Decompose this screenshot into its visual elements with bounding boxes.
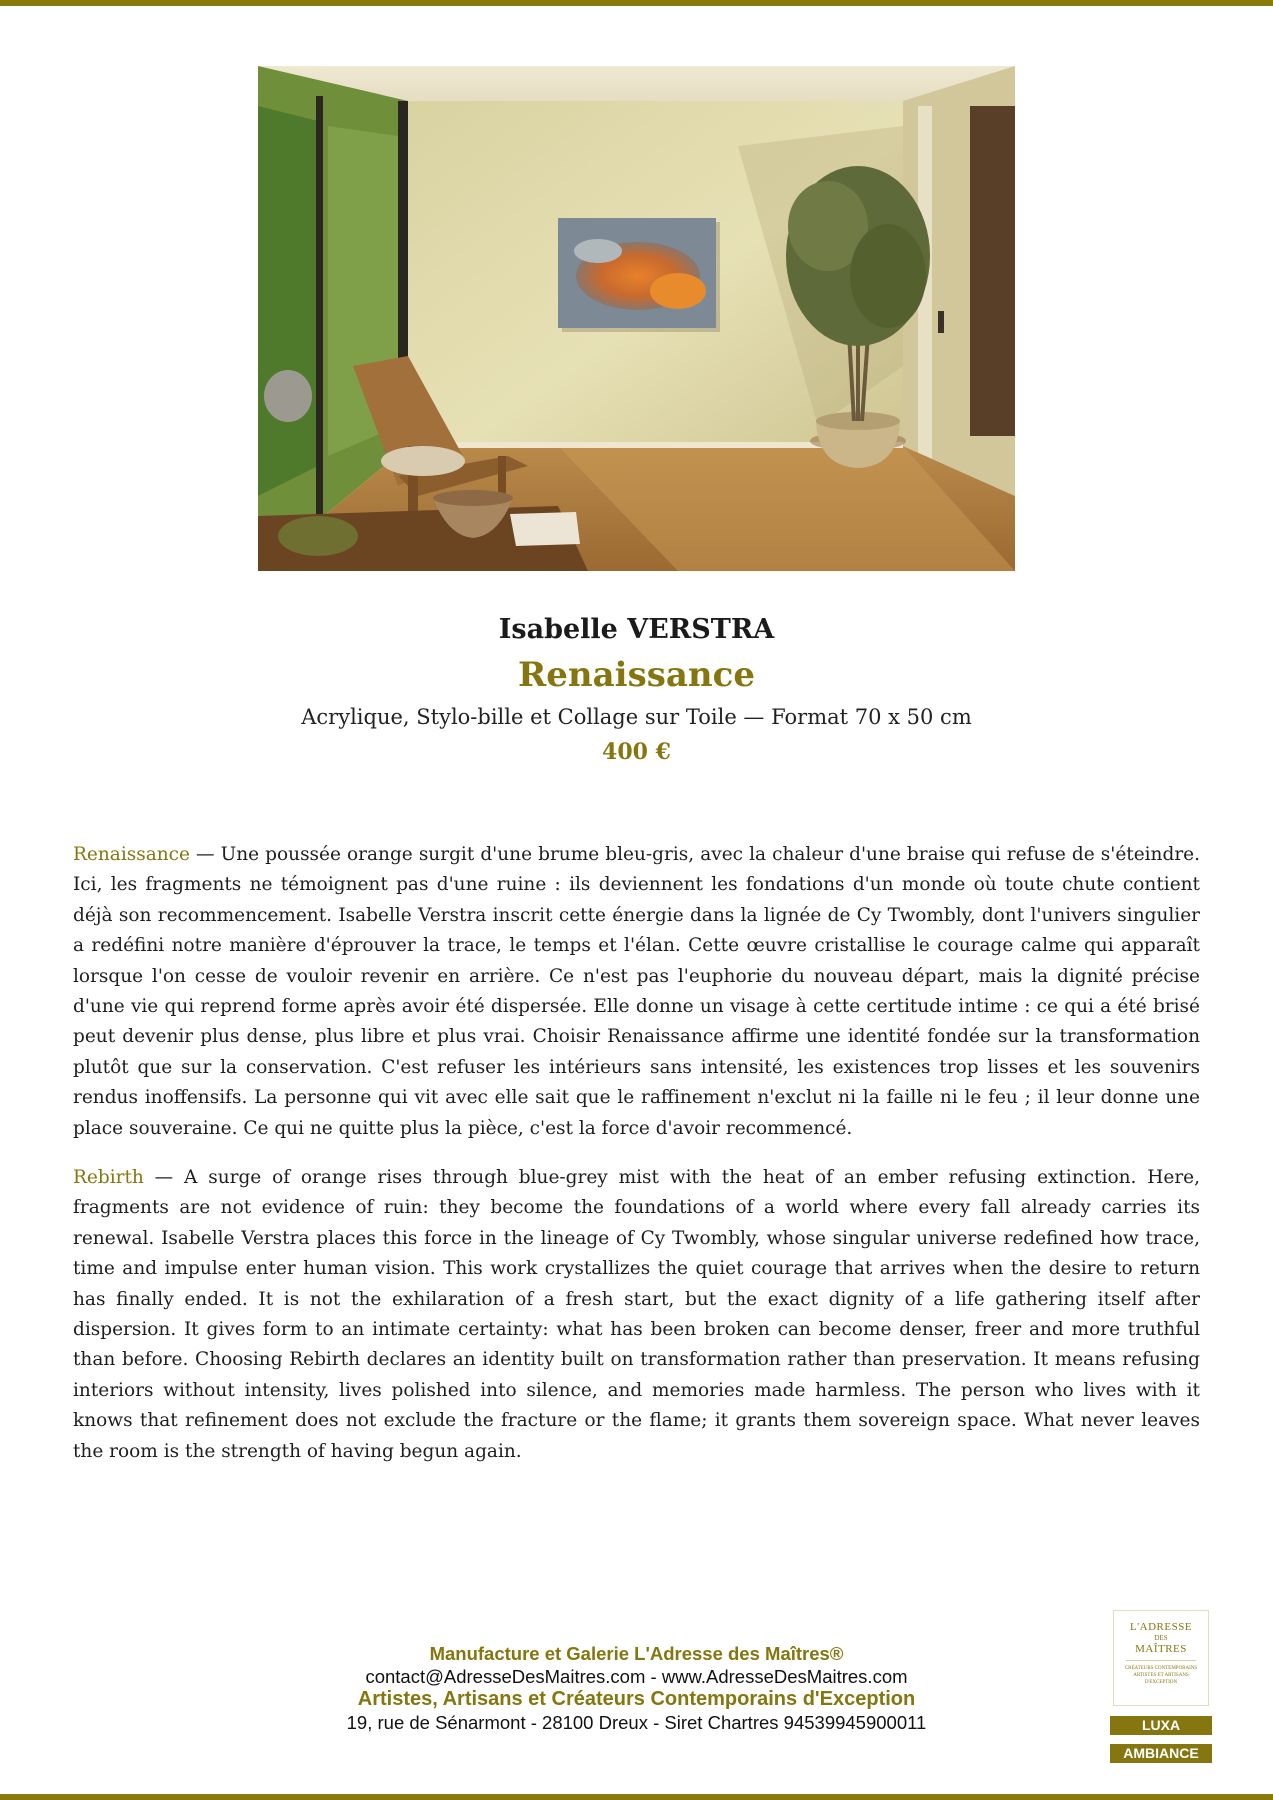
bottom-rule-bar [0,1794,1273,1800]
description-french-text: — Une poussée orange surgit d'une brume bleu-gris, avec la chaleur d'une braise qui refuse de s'éteindre. Ici, les fragments ne témoignent pas d'une ruine : ils deviennent les fondations d'un monde où toute chute contient déjà son recommencement. Isabelle Verstra inscrit cette énergie dans la lignée de Cy Twombly, dont l'univers singulier a redéfini notre manière d'éprouver la trace, le temps et l'élan. Cette œuvre cristallise le courage calme qui apparaît lorsque l'on cesse de vouloir revenir en arrière. Ce n'est pas l'euphorie du nouveau départ, mais la dignité précise d'une vie qui reprend forme après avoir été dispersée. Elle donne un visage à cette certitude intime : ce qui a été brisé peut devenir plus dense, plus libre et plus vrai. Choisir Renaissance affirme une identité fondée sur la transformation plutôt que sur la conservation. C'est refuser les intérieurs sans intensité, les existences trop lisses et les souvenirs rendus inoffensifs. La personne qui vit avec elle sait que le raffinement n'exclut ni la faille ni le feu ; il leur donne une place souveraine. Ce qui ne quitte plus la pièce, c'est la force d'avoir recommencé. [73,844,1200,1139]
description-english [73,1163,1200,1467]
artist-name: Isabelle VERSTRA [498,614,775,645]
gallery-logo [1113,1610,1209,1706]
logo-line-2: DES [1154,1634,1168,1642]
footer [0,1642,1273,1734]
description-french [73,840,1200,1144]
logo-line-3: MAÎTRES [1135,1643,1187,1655]
logo-divider [1126,1660,1196,1661]
artwork-medium-format: Acrylique, Stylo-bille et Collage sur Toile — Format 70 x 50 cm [301,705,972,729]
logo-line-1: L'ADRESSE [1129,1621,1193,1633]
description-english-text: — A surge of orange rises through blue-grey mist with the heat of an ember refusing extinction. Here, fragments are not evidence of ruin: they become the foundations of a world where every fall already carries its renewal. Isabelle Verstra places this force in the lineage of Cy Twombly, whose singular universe redefined how trace, time and impulse enter human vision. This work crystallizes the quiet courage that arrives when the desire to return has finally ended. It is not the exhilaration of a fresh start, but the exact dignity of a life gathering itself after dispersion. It gives form to an intimate certainty: what has been broken can become denser, freer and more truthful than before. Choosing Rebirth declares an identity built on transformation rather than preservation. It means refusing interiors without intensity, lives polished into silence, and memories made harmless. The person who lives with it knows that refinement does not exclude the fracture or the flame; it grants them sovereign space. What never leaves the room is the strength of having begun again. [73,1167,1200,1462]
description-french-lead: Renaissance [73,844,190,865]
footer-contact: contact@AdresseDesMaitres.com - www.AdresseDesMaitres.com [365,1666,908,1687]
artwork-room-photo [258,66,1015,571]
badge-ambiance: AMBIANCE [1110,1744,1212,1763]
top-rule-bar [0,0,1273,6]
badge-luxa: LUXA [1110,1716,1212,1735]
description-english-lead: Rebirth [73,1167,144,1188]
logo-subtitle: CRÉATEURS CONTEMPORAINS ARTISTES ET ARTISANS D'EXCEPTION [1124,1666,1198,1685]
artwork-title: Renaissance [518,655,755,695]
footer-gallery-name: Manufacture et Galerie L'Adresse des Maîtres® [429,1643,844,1664]
footer-address: 19, rue de Sénarmont - 28100 Dreux - Siret Chartres 94539945900011 [346,1712,927,1733]
footer-tagline: Artistes, Artisans et Créateurs Contemporains d'Exception [357,1688,916,1710]
artwork-price: 400 € [602,739,671,765]
